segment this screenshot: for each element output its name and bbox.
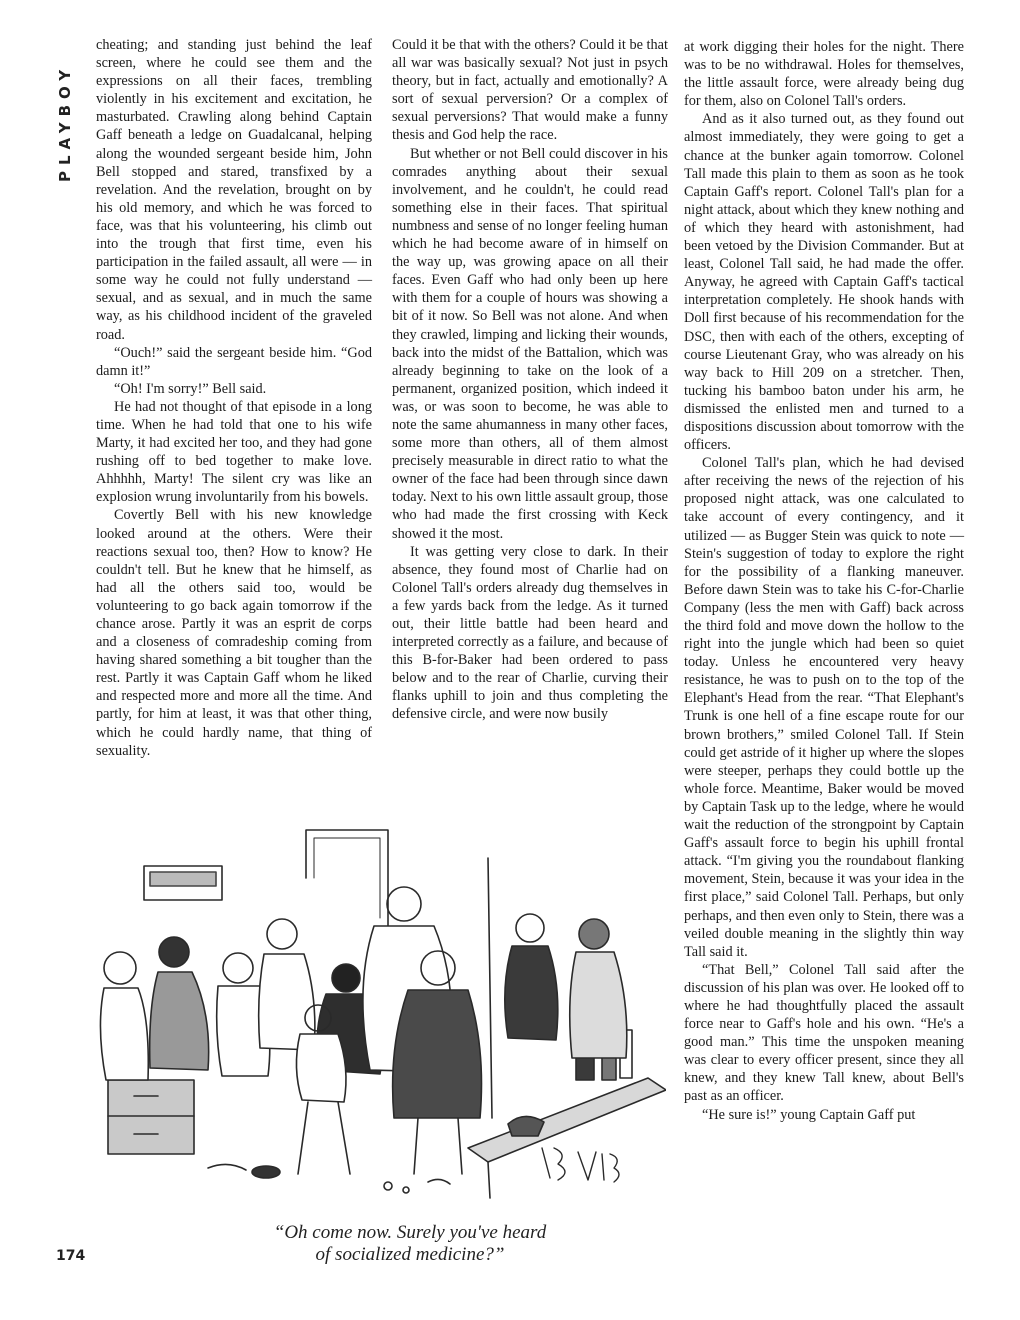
paragraph: He had not thought of that episode in a long time. When he had told that one to his wife Marty, it had excited her too, and they had gone rushing off to bed together to make love. Ahhhhh, Marty! The silent cry was like an explosion wrung involuntarily from his bowels.: [96, 398, 372, 506]
paragraph: “Ouch!” said the sergeant beside him. “God damn it!”: [96, 344, 372, 379]
article-column-3: [684, 38, 964, 1124]
magazine-masthead: [52, 36, 78, 186]
paragraph: “Oh! I'm sorry!” Bell said.: [114, 380, 267, 397]
paragraph: “That Bell,” Colonel Tall said after the discussion of his plan was over. He looked off to where he had thoughtfully placed the assault force near to Gaff's hole and his own. “He's a good man.” This time the unspoken meaning was clear to every officer present, since they all knew, and they knew Tall knew, about Bell's past as an officer.: [684, 961, 964, 1105]
caption-line-1: “Oh come now. Surely you've heard: [273, 1222, 547, 1243]
paragraph: Could it be that with the others? Could it be that all war was basically sexual? Not just in psych theory, but in fact, actually and emotionally? A sort of sexual perversion? Or a complex of sexual perversions? That would make a funny thesis and God help the race.: [392, 37, 668, 144]
page-number: 174: [56, 1248, 86, 1264]
paragraph: Colonel Tall's plan, which he had devised after receiving the news of the rejection of his proposed night attack, was one calculated to take account of every contingency, and it utilized — as Bugger Stein was quick to note — Stein's suggestion of today to explore the right for the possibility of a flanking maneuver. Before dawn Stein was to take his C-for-Charlie Company (less the men with Gaff) back across the third fold and move down the hollow to the right into the jungle which had been so quiet today. Unless he encountered very heavy resistance, he was to push on to the top of the Elephant's Head from the rear. “That Elephant's Trunk is one hell of a fine escape route for our brown brothers,” smiled Colonel Tall. If Stein could get astride of it higher up where the slopes were steeper, perhaps they could bottle up the whole force. Meantime, Baker would be moved by Captain Task up to the ledge, where he would wait the reduction of the strongpoint by Captain Gaff's assault force to begin his uphill frontal attack. “I'm giving you the roundabout flanking movement, Stein, because it was your idea in the first place,” said Colonel Tall. Perhaps, but only perhaps, and then even only to Stein, there was a veiled double meaning in the slightly thin way Tall said it.: [684, 455, 964, 960]
article-column-1: [96, 36, 372, 760]
paragraph: “He sure is!” young Captain Gaff put: [702, 1106, 916, 1123]
cartoon-illustration: [88, 818, 666, 1210]
paragraph: But whether or not Bell could discover in his comrades anything about their sexual involvement, and he couldn't, he could read something else in their faces. That spiritual numbness and sense of no longer feeling human which he had become aware of in himself on the way up, was growing apace on all their faces. Even Gaff who had only been up here with them for a couple of hours was showing a bit of it now. So Bell was not alone. And when they crawled, limping and licking their wounds, back into the midst of the Battalion, which was already beginning to take on the look of a permanent, organized position, which indeed it was, or was soon to become, he was able to note the same ahumanness in many other faces, some more than others, all of them almost precisely measurable in direct ratio to what the owner of the face had been through since dawn today. Next to his own little assault group, those who had made the first crossing with Keck showed it the most.: [392, 145, 668, 542]
paragraph: at work digging their holes for the night. There was to be no withdrawal. Holes for themselves, the little assault force, were already being dug for them, also on Colonel Tall's orders.: [684, 39, 964, 110]
cartoon-caption: [200, 1222, 620, 1266]
masthead-text: PLAYBOY: [56, 63, 74, 182]
article-column-2: [392, 36, 668, 724]
paragraph: And as it also turned out, as they found out almost immediately, they were going to get a chance at the bunker again tomorrow. Colonel Tall made this plain to them as soon as he took Captain Gaff's report. Colonel Tall's plan for a night attack, about which they knew nothing and of which they heard with astonishment, had been vetoed by the Division Commander. But at least, Colonel Tall said, he had made the offer. Anyway, he agreed with Captain Gaff's tactical interpretation completely. He shook hands with Doll first because of his recommendation for the DSC, then with each of the others, excepting of course Lieutenant Gray, who was already on his way back to Hill 209 on a stretcher. Then, tucking his bamboo baton under his arm, he dismissed the enlisted men and turned to a dispositions discussion about tomorrow with the officers.: [684, 111, 964, 454]
paragraph: Covertly Bell with his new knowledge looked around at the others. Were their reactions sexual too, then? How to know? He couldn't tell. But he knew that he himself, as had all the others said too, would be volunteering to go back again tomorrow if the chance arose. Partly it was an esprit de corps and a closeness of comradeship coming from having shared something a bit tougher than the rest. Partly it was Captain Gaff whom he liked and respected more and more all the time. And partly, for him at least, it was that other thing, which he could hardly name, that thing of sexuality.: [96, 507, 372, 759]
paragraph: It was getting very close to dark. In their absence, they found most of Charlie had on Colonel Tall's orders already dug themselves in a few yards back from the ledge. As it turned out, their little battle had been heard and interpreted correctly as a failure, and because of this B-for-Baker had been ordered to pass below and to the rear of Charlie, curving their flanks uphill to join and thus completing the defensive circle, and were now busily: [392, 543, 668, 723]
paragraph: cheating; and standing just behind the leaf screen, where he could see them and the expressions on all their faces, trembling violently in his excitement and excitation, he masturbated. Crawling along behind Captain Gaff beneath a ledge on Guadalcanal, helping along the wounded sergeant beside him, John Bell stopped and stared, transfixed by a revelation. And the revelation, brought on by his old memory, and which he was forced to face, was that his volunteering, his climb out into the trough that first time, even his participation in the failed assault, all were — in some way he could not fully understand — sexual, and as sexual, and in much the same way, as his childhood incident of the graveled road.: [96, 37, 372, 343]
caption-line-2: of socialized medicine?”: [315, 1244, 505, 1265]
